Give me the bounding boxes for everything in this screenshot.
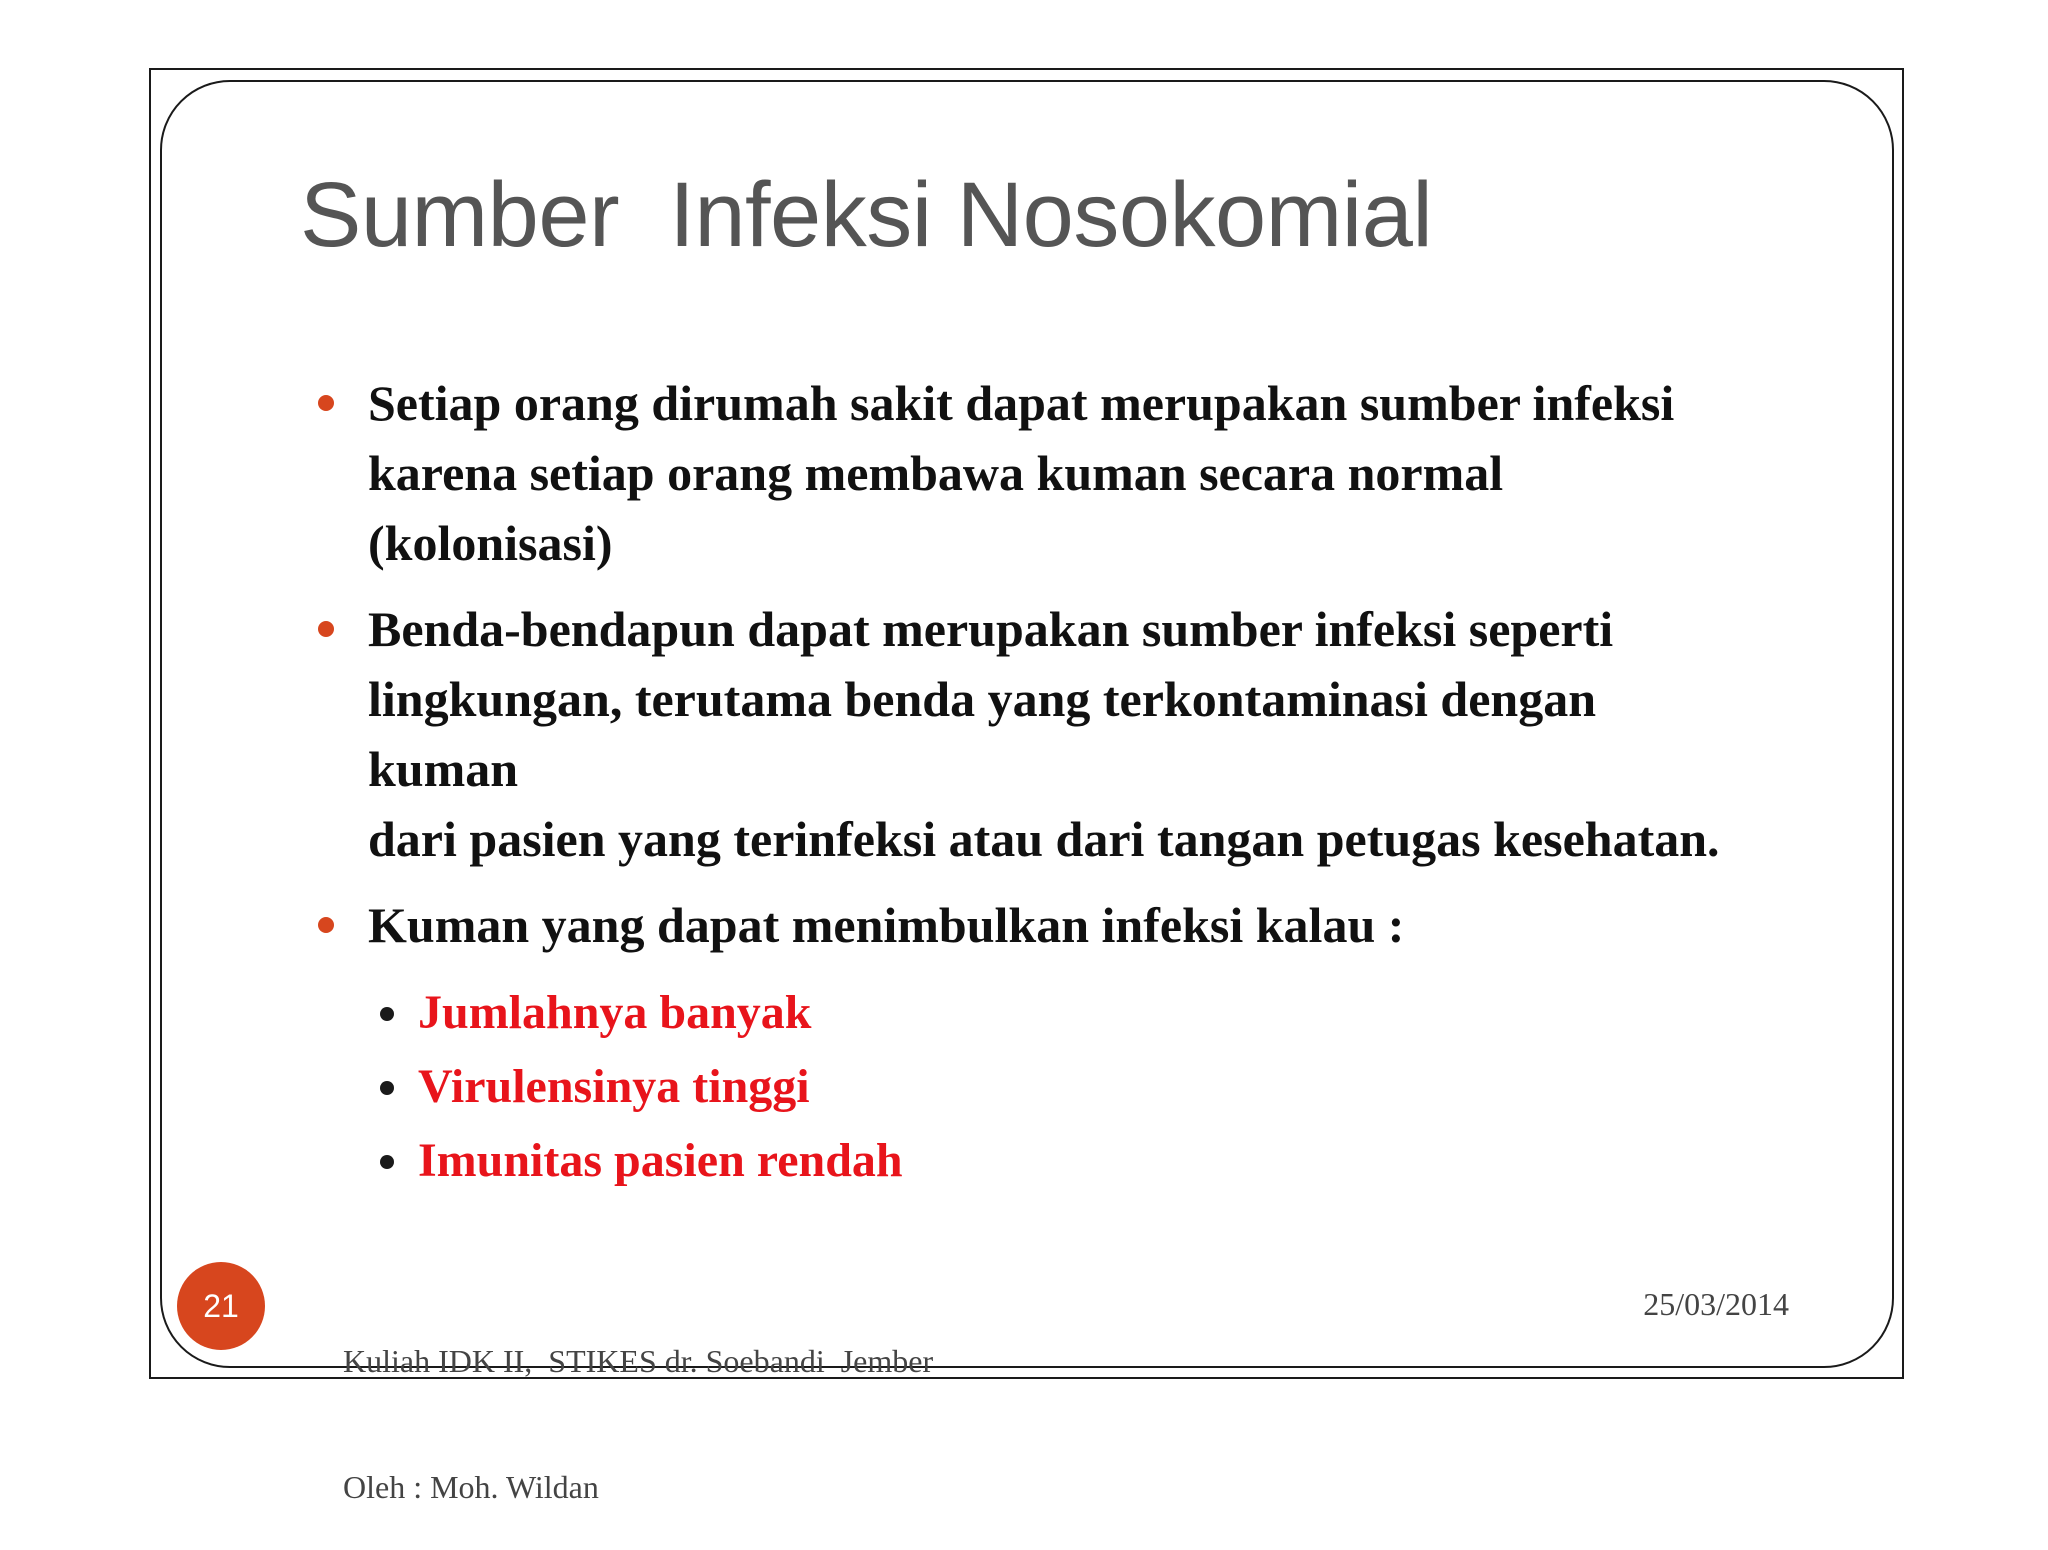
bullet-item — [300, 890, 1750, 960]
footer-credits — [343, 1256, 933, 1550]
bullet-dot-icon — [318, 917, 334, 933]
sub-bullet-list — [300, 976, 1750, 1198]
bullet-item — [300, 368, 1750, 578]
bullet-dot-icon — [318, 621, 334, 637]
sub-bullet-dot-icon — [380, 1081, 394, 1095]
sub-bullet-dot-icon — [380, 1007, 394, 1021]
bullet-line: Kuman yang dapat menimbulkan infeksi kalau : — [368, 897, 1405, 953]
sub-bullet-item — [300, 1050, 1750, 1124]
bullet-line: Setiap orang dirumah sakit dapat merupakan sumber infeksi — [368, 375, 1675, 431]
bullet-line: Benda-bendapun dapat merupakan sumber infeksi seperti — [368, 601, 1614, 657]
sub-bullet-item — [300, 1124, 1750, 1198]
sub-bullet-text: Imunitas pasien rendah — [418, 1134, 903, 1187]
sub-bullet-dot-icon — [380, 1155, 394, 1169]
sub-bullet-text: Virulensinya tinggi — [418, 1060, 810, 1113]
slide-title: Sumber Infeksi Nosokomial — [300, 164, 1433, 266]
footer-line-course: Kuliah IDK II, STIKES dr. Soebandi Jember — [343, 1343, 934, 1379]
page-number-badge: 21 — [177, 1262, 265, 1350]
bullet-item — [300, 594, 1750, 874]
sub-bullet-item — [300, 976, 1750, 1050]
bullet-dot-icon — [318, 395, 334, 411]
bullet-line: karena setiap orang membawa kuman secara normal (kolonisasi) — [368, 445, 1504, 571]
bullet-line: lingkungan, terutama benda yang terkontaminasi dengan kuman — [368, 671, 1597, 797]
slide-content — [300, 368, 1750, 1198]
footer-date: 25/03/2014 — [1643, 1286, 1789, 1322]
footer-line-author: Oleh : Moh. Wildan — [343, 1469, 599, 1505]
sub-bullet-text: Jumlahnya banyak — [418, 986, 812, 1039]
bullet-line: dari pasien yang terinfeksi atau dari tangan petugas kesehatan. — [368, 811, 1720, 867]
